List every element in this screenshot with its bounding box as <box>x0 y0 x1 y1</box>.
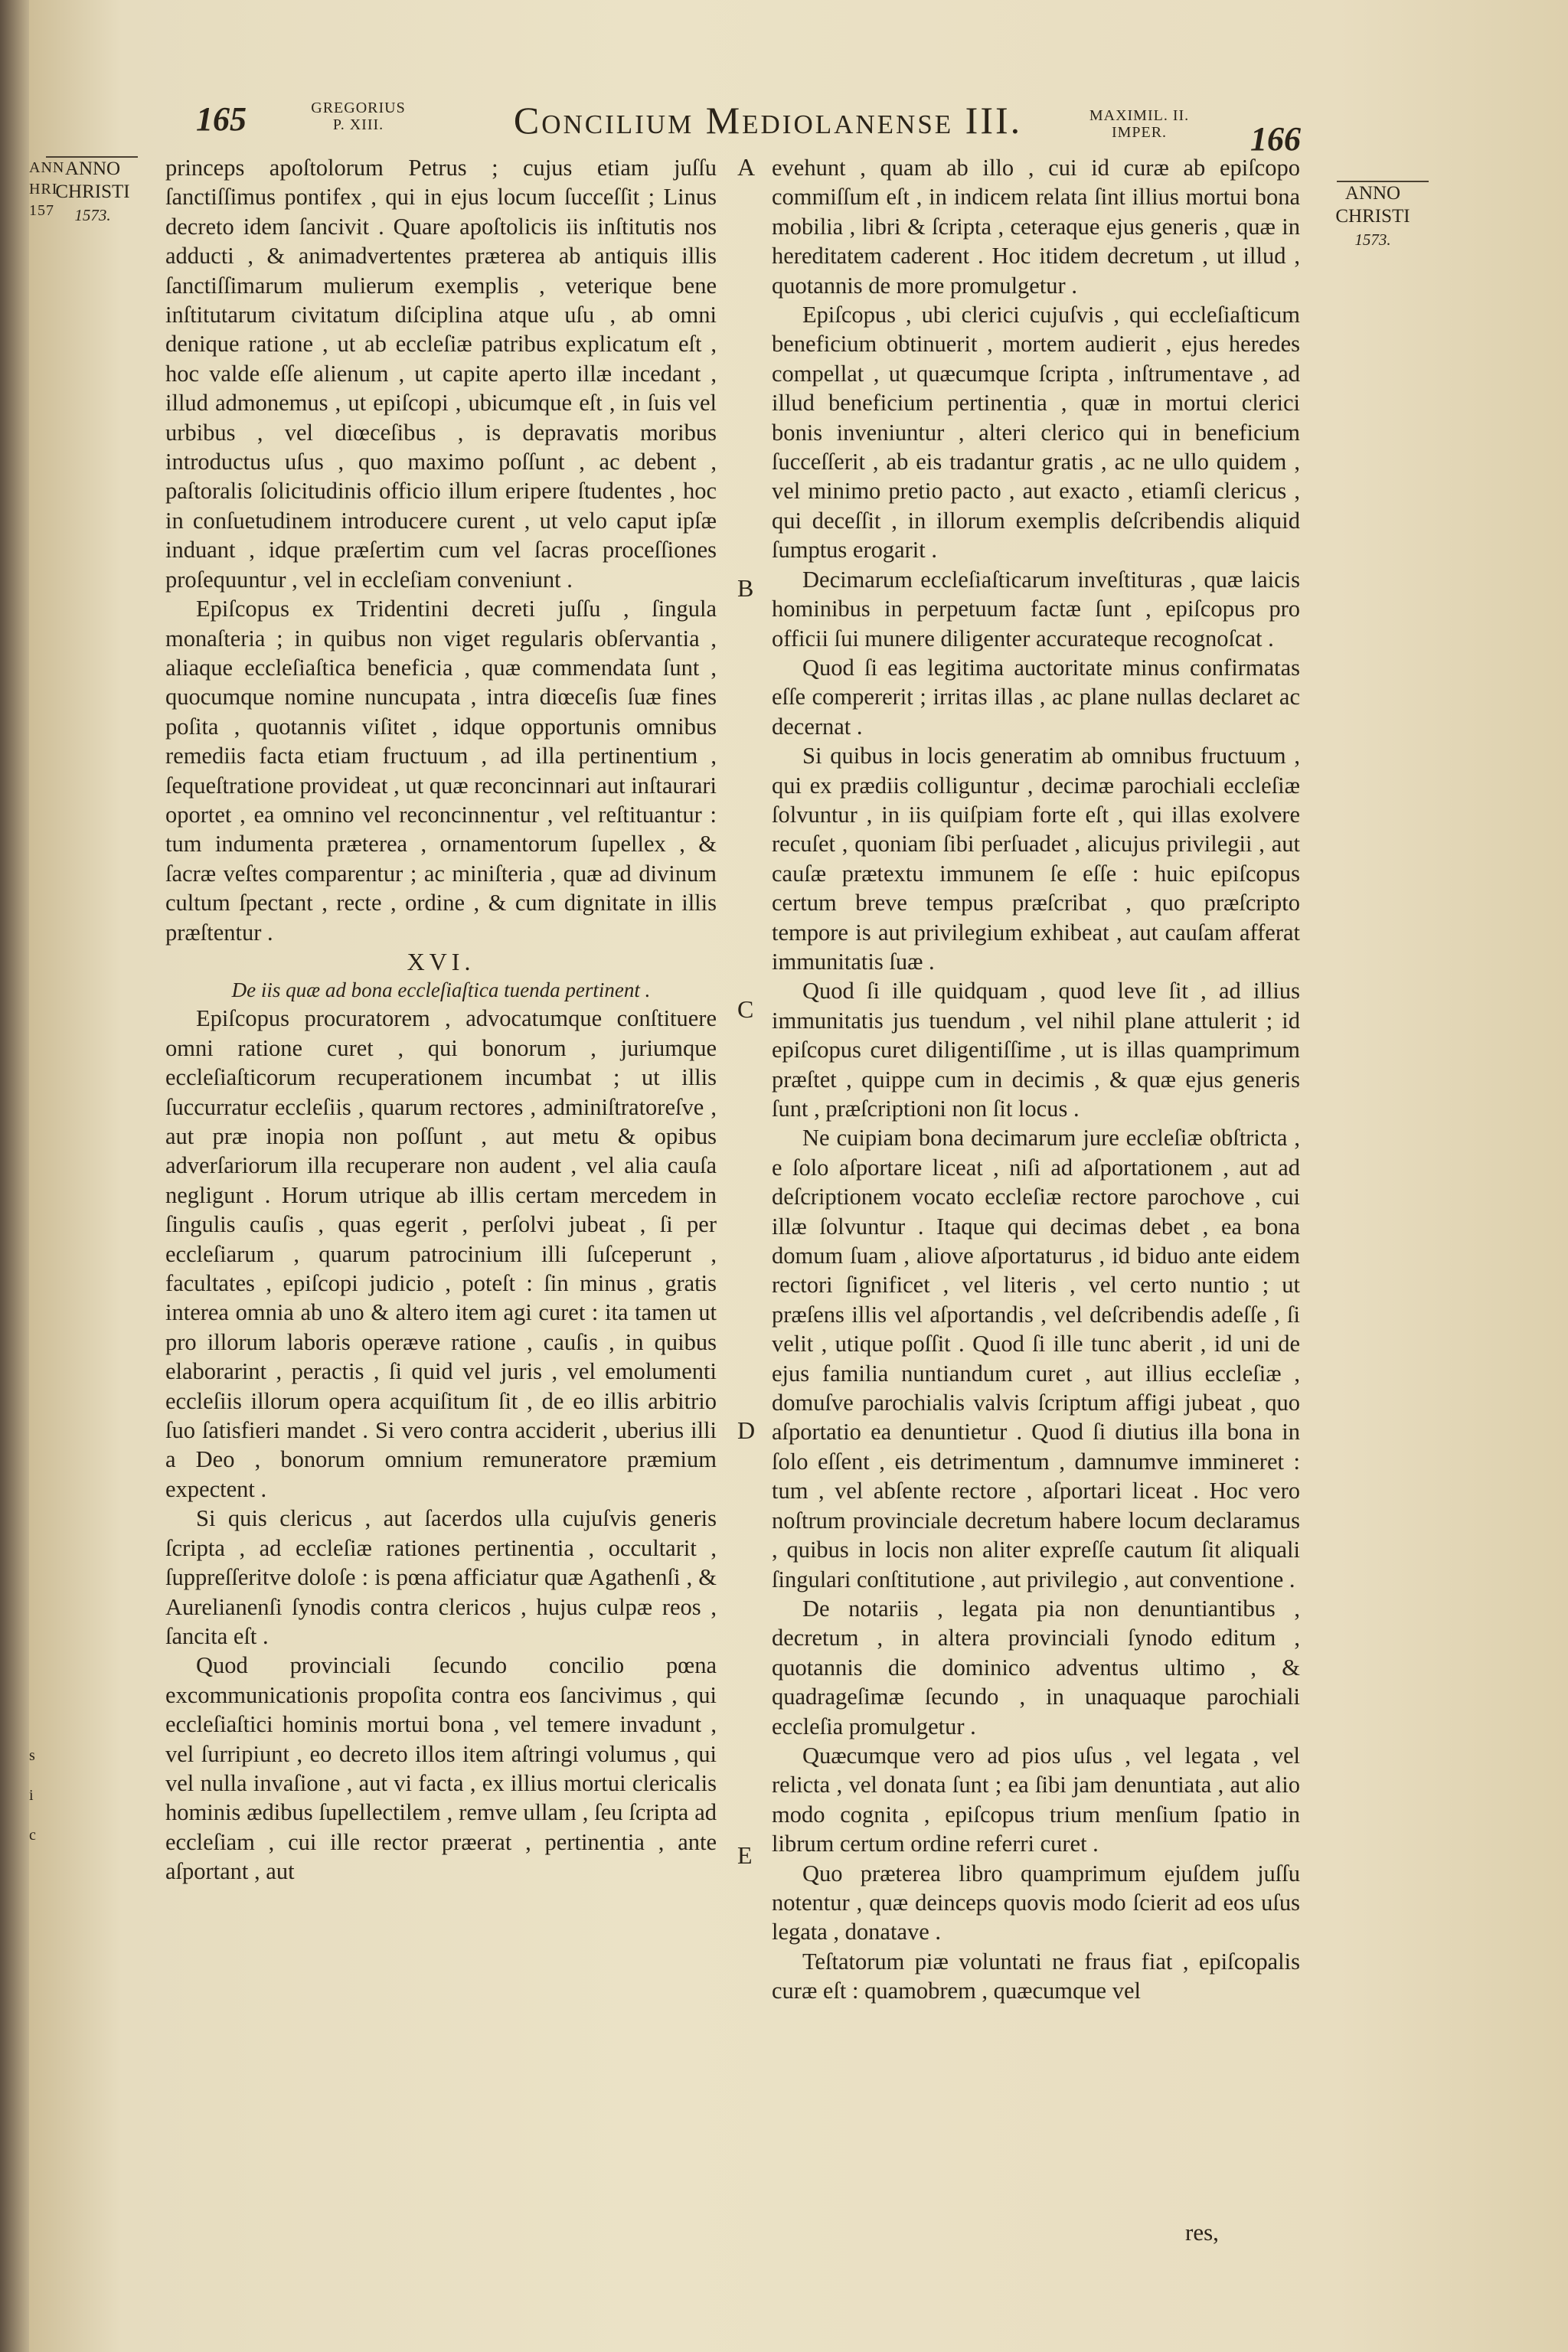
section-number: XVI. <box>407 947 475 975</box>
paragraph: Quod ſi eas legitima auctoritate minus confirmatas eſſe compererit ; irritas illas , ac plane nullas declaret ac decernat . <box>772 654 1300 740</box>
paragraph: Si quis clericus , aut ſacerdos ulla cujuſvis generis ſcripta , ad eccleſiæ rationes pertinentia , occultarit , ſuppreſſeritve doloſe : is pœna afficiatur quæ Agathenſi , & Aurelianenſi ſynodis contra clericos , hujus culpæ reos , ſancita eſt . <box>165 1505 717 1649</box>
margin-christi: CHRISTI <box>55 181 130 202</box>
margin-year: 1573. <box>1354 230 1391 249</box>
catchword: res, <box>1185 2219 1219 2246</box>
section-letter-e: E <box>737 1841 753 1869</box>
margin-anno: ANNO <box>64 158 121 179</box>
prev-page-fragment: HRI <box>29 181 58 198</box>
section-letter-c: C <box>737 995 754 1023</box>
paragraph: princeps apoſtolorum Petrus ; cujus etiam juſſu ſanctiſſimus pontifex , qui in ejus locum ſucceſſit ; Linus decreto idem ſancivit . Quare apoſtolicis iis inſtitutis nos adducti , & animadvertentes præterea ab antiquis illis ſanctiſſimarum mulierum exemplis , veterique bene inſtitutarum civitatum diſciplina atque uſu , ab omni denique ratione , ut ab eccleſiæ patribus explicatum eſt , hoc valde eſſe alienum , ut capite aperto illæ incedant , illud admonemus , ut epiſcopi , ubicumque eſt , in ſuis vel urbibus , vel diœceſibus , is depravatis moribus introductus uſus , quo maximo poſſunt , ac debent , paſtoralis ſolicitudinis officio illum eripere ſtudentes , hoc in conſuetudinem introducere curent , ut velo caput ipſæ induant , idque præſertim cum vel ſacras proceſſiones proſequuntur , vel in eccleſiam conveniunt . <box>165 155 717 593</box>
paragraph: Quod ſi ille quidquam , quod leve ſit , ad illius immunitatis jus tuendum , vel nihil plane attulerit ; id epiſcopus curet diligentiſſime , ut is illas quamprimum præſtet , quippe cum in decimis , & quæ ejus generis ſunt , præſcriptioni non ſit locus . <box>772 978 1300 1122</box>
paragraph: Ne cuipiam bona decimarum jure eccleſiæ obſtricta , e ſolo aſportare liceat , niſi ad aſportationem , aut ad deſcriptionem vocato eccleſiæ rectore parochove , cui illæ ſolvuntur . Itaque qui decimas debet , ea bona domum ſuam , aliove aſportaturus , id biduo ante eidem rectori ſignificet , vel literis , vel certo nuntio ; ut præſens illis vel aſportandis , vel deſcribendis adeſſe , ſi velit , utique poſſit . Quod ſi ille tunc aberit , id uni de ejus familia nuntiandum curet , aut illius eccleſiæ , domuſve parochialis valvis ſcriptum affigi jubeat , quo aſportatio ea denuntietur . Quod ſi diutius illa bona in ſolo eſſent , eis detrimentum , damnumve immineret : tum , vel abſente rectore , aſportari liceat . Hoc vero noſtrum provinciale decretum habere locum declaramus , quibus in locis non aliter expreſſe cautum ſit aliquali ſingulari conſtitutione , aut privilegio , aut conventione . <box>772 1125 1300 1592</box>
left-text-column <box>165 153 717 1886</box>
margin-christi: CHRISTI <box>1335 206 1410 227</box>
margin-year: 1573. <box>74 206 111 224</box>
prev-page-fragment: c <box>29 1827 37 1844</box>
paragraph: Teſtatorum piæ voluntati ne fraus fiat , epiſcopalis curæ eſt : quamobrem , quæcumque vel <box>772 1948 1300 2004</box>
paragraph: Si quibus in locis generatim ab omnibus fructuum , qui ex prædiis colliguntur , decimæ parochiali eccleſiæ ſolvuntur , in iis quiſpiam forte eſt , qui illas exolvere recuſet , quoniam ſibi perſuadet , alicujus privilegii , aut cauſæ prætextu immunem ſe eſſe : huic epiſcopus certum breve tempus præſcribat , quo præſcripto tempore is aut privilegium exhibeat , aut cauſam afferat immunitatis ſuæ . <box>772 743 1300 975</box>
paragraph: Quæcumque vero ad pios uſus , vel legata , vel relicta , vel donata ſunt ; ea ſibi jam denuntiata , aut alio modo cognita , epiſcopus trium menſium ſpatio in librum certum ordine referri curet . <box>772 1742 1300 1857</box>
right-page-number: 166 <box>1250 120 1301 158</box>
paragraph: Decimarum eccleſiaſticarum inveſtituras , quæ laicis hominibus in perpetuum factæ ſunt , epiſcopus pro officii ſui munere diligenter accurateque recognoſcat . <box>772 566 1300 652</box>
paragraph: Epiſcopus , ubi clerici cujuſvis , qui eccleſiaſticum beneficium obtinuerit , mortem audierit , ejus heredes compellat , ut quæcumque ſcripta , inſtrumentave , ad illud beneficium pertinentia , quæ in mortui clerici bonis inveniuntur , alteri clerico qui in beneficium ſucceſſerit , ab eis tradantur gratis , ac ne ullo quidem , vel minimo pretio pacto , aut exacto , etiamſi clericus , qui deceſſit , in illorum exemplis deſcribendis aliquid ſumptus erogarit . <box>772 302 1300 564</box>
margin-note-left <box>47 158 138 227</box>
previous-page-fragments <box>29 157 75 1846</box>
paragraph: Quo præterea libro quamprimum ejuſdem juſſu notentur , quæ deinceps quovis modo ſcierit ad eos uſus legata , donatave . <box>772 1860 1300 1945</box>
paragraph: Epiſcopus ex Tridentini decreti juſſu , ſingula monaſteria ; in quibus non viget regularis obſervantia , aliaque eccleſiaſtica beneficia , quæ commendata ſunt , quocumque nomine nuncupata , intra diœceſis ſuæ fines poſita , quotannis viſitet , idque opportunis omnibus remediis facta etiam fructuum , ad illa pertinentium , ſequeſtratione provideat , ut quæ reconcinnari aut inſtaurari oportet , ea omnino vel reconcinnentur , vel reſtituantur : tum indumenta præterea , ornamentorum ſupellex , & ſacræ veſtes comparentur ; ac miniſteria , quæ ad divinum cultum ſpectant , recte , ordine , & cum dignitate in illis præſtentur . <box>165 596 717 946</box>
paragraph: evehunt , quam ab illo , cui id curæ ab epiſcopo commiſſum eſt , in indicem relata ſint illius mortui bona mobilia , libri & ſcripta , ceteraque ejus generis , quæ in hereditatem caderent . Hoc itidem decretum , ut illud , quotannis de more promulgetur . <box>772 155 1300 299</box>
page-title: Concilium Mediolanense III. <box>513 99 1023 142</box>
section-letter-b: B <box>737 574 754 602</box>
right-text-column <box>772 153 1300 2006</box>
section-letter-a: A <box>737 153 756 181</box>
prev-page-fragment: 157 <box>29 202 54 219</box>
left-running-head: GREGORIUS P. XIII. <box>311 100 406 133</box>
book-page <box>29 0 1568 2352</box>
section-title: De iis quæ ad bona eccleſiaſtica tuenda pertinent . <box>231 978 651 1002</box>
running-header <box>29 90 1568 158</box>
left-page-number: 165 <box>196 100 247 138</box>
right-running-head: MAXIMIL. II. IMPER. <box>1089 107 1190 141</box>
paragraph: Quod provinciali ſecundo concilio pœna excommunicationis propoſita contra eos ſancivimus , qui eccleſiaſtici hominis mortui bona , vel temere invadunt , vel ſurripiunt , eo decreto illos item aſtringi volumus , qui vel nulla invaſione , aut vi facta , ex illius mortui clericalis hominis ædibus ſupellectilem , remve ullam , ſeu ſcripta ad eccleſiam , cui ille rector præerat , pertinentia , ante aſportant , aut <box>165 1652 717 1885</box>
prev-page-fragment: s <box>29 1747 36 1764</box>
prev-page-fragment: i <box>29 1787 34 1804</box>
margin-note-right <box>1331 182 1415 251</box>
paragraph: Epiſcopus procuratorem , advocatumque conſtituere omni ratione curet , qui bonorum , juriumque eccleſiaſticorum recuperationem incumbat ; ut illis ſuccurratur eccleſiis , quarum rectores , adminiſtratoreſve , aut præ inopia non poſſunt , aut metu & opibus adverſariorum illa recuperare non audent , vel alia cauſa negligunt . Horum utrique ab illis certam mercedem in ſingulis cauſis , quas egerit , perſolvi jubeat , ſi per eccleſiarum , quarum patrocinium illi ſuſceperunt , facultates , epiſcopi judicio , poteſt : ſin minus , gratis interea omnia ab uno & altero item agi curet : ita tamen ut pro illorum laboris operæve ratione , cauſis , in quibus elaborarint , peractis , ſi quid vel juris , vel emolumenti eccleſiis illorum opera acquiſitum ſit , de eo illis arbitrio ſuo ſatisfieri mandet . Si vero contra acciderit , uberius illi a Deo , bonorum omnium remuneratore præmium expectent . <box>165 1005 717 1502</box>
section-letter-d: D <box>737 1416 756 1444</box>
margin-anno: ANNO <box>1344 183 1401 204</box>
prev-page-fragment: ANN <box>29 159 65 176</box>
paragraph: De notariis , legata pia non denuntiantibus , decretum , in altera provinciali ſynodo editum , quotannis die dominico adventus ultimo , & quadrageſimæ ſecundo , in unaquaque parochiali eccleſia promulgetur . <box>772 1595 1300 1740</box>
